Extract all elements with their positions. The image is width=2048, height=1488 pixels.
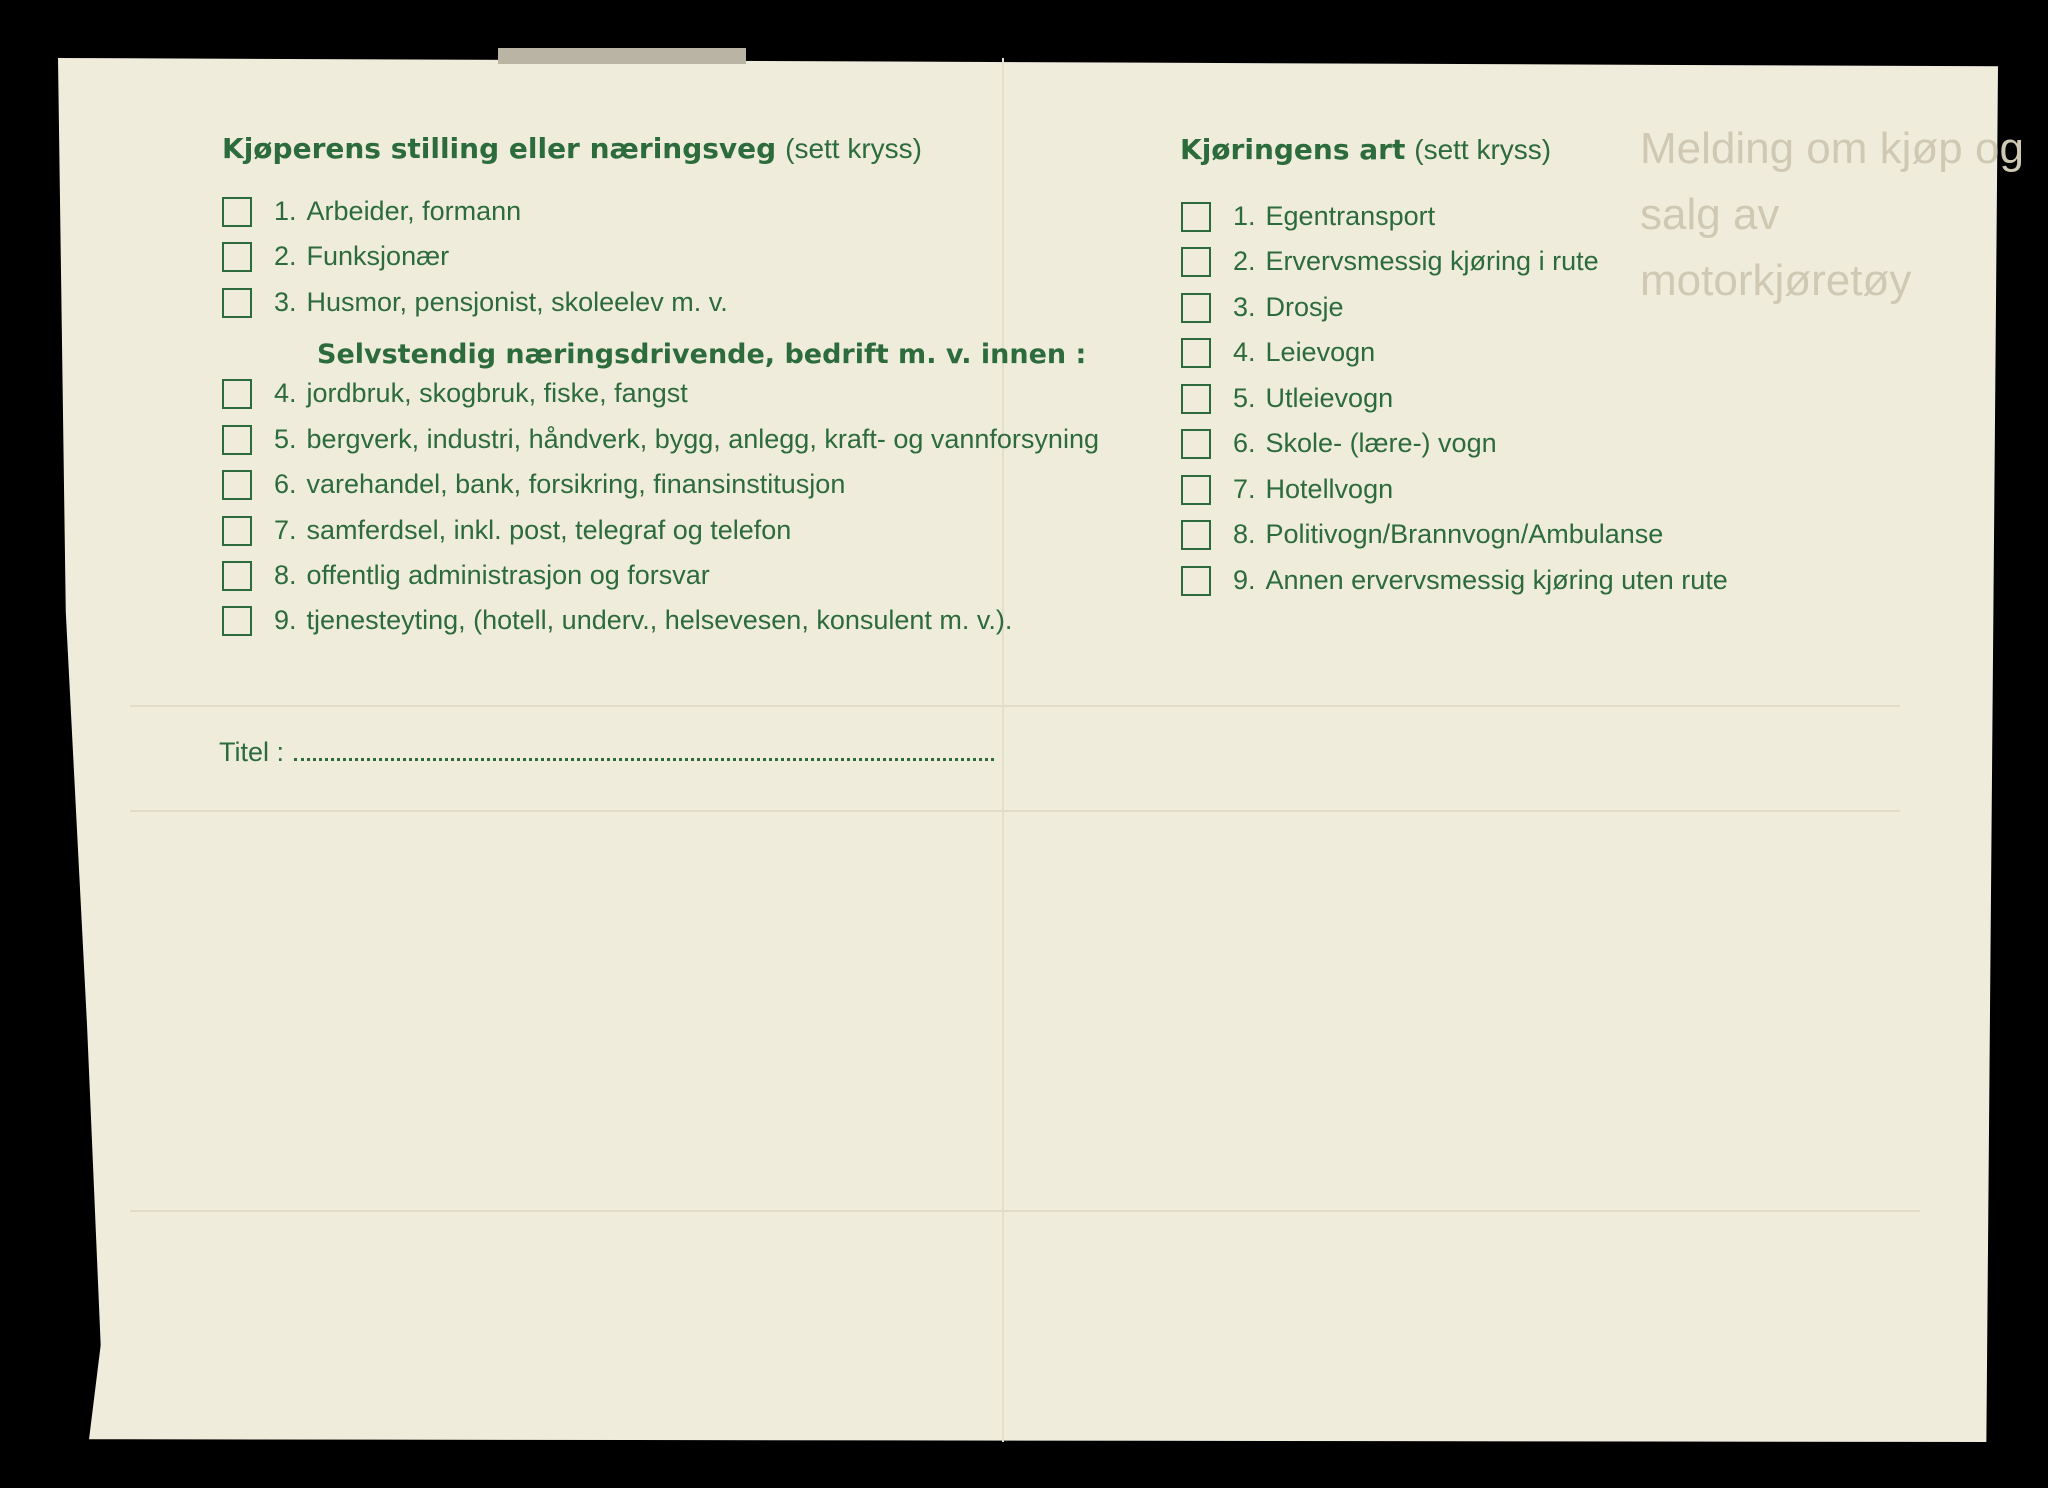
- show-through-rule: [130, 1210, 1920, 1212]
- tape-strip: [498, 48, 746, 64]
- option-label: varehandel, bank, forsikring, finansinstitusjon: [306, 469, 846, 499]
- option-label: Egentransport: [1265, 201, 1436, 231]
- checkbox[interactable]: [1181, 202, 1211, 232]
- checkbox[interactable]: [1181, 293, 1211, 323]
- option-number: 3.: [1233, 292, 1256, 322]
- driving-type-option[interactable]: [1181, 428, 1497, 459]
- option-number: 5.: [274, 424, 297, 454]
- checkbox[interactable]: [1181, 247, 1211, 277]
- option-label: tjenesteyting, (hotell, underv., helsevesen, konsulent m. v.).: [306, 605, 1013, 635]
- checkbox[interactable]: [222, 379, 252, 409]
- driving-type-option[interactable]: [1181, 474, 1393, 505]
- option-number: 6.: [1233, 428, 1256, 458]
- show-through-title-line-1: Melding om kjøp og salg av: [1640, 124, 2024, 239]
- checkbox[interactable]: [222, 425, 252, 455]
- title-field-dotted-line[interactable]: [294, 748, 994, 761]
- option-label: Skole- (lære-) vogn: [1265, 428, 1497, 458]
- option-number: 8.: [1233, 519, 1256, 549]
- option-number: 7.: [1233, 474, 1256, 504]
- driving-type-option[interactable]: [1181, 201, 1435, 232]
- option-number: 4.: [1233, 337, 1256, 367]
- checkbox[interactable]: [1181, 520, 1211, 550]
- option-label: Hotellvogn: [1265, 474, 1394, 504]
- checkbox[interactable]: [222, 470, 252, 500]
- option-number: 7.: [274, 515, 297, 545]
- option-number: 4.: [274, 378, 297, 408]
- driving-type-heading-text: Kjøringens art: [1180, 133, 1406, 166]
- option-label: samferdsel, inkl. post, telegraf og telefon: [306, 515, 792, 545]
- checkbox[interactable]: [1181, 566, 1211, 596]
- driving-type-heading: [1180, 133, 1551, 166]
- option-number: 6.: [274, 469, 297, 499]
- option-number: 1.: [274, 196, 297, 226]
- checkbox[interactable]: [222, 288, 252, 318]
- option-number: 2.: [274, 241, 297, 271]
- driving-type-option[interactable]: [1181, 565, 1728, 596]
- option-label: offentlig administrasjon og forsvar: [306, 560, 710, 590]
- option-number: 1.: [1233, 201, 1256, 231]
- option-label: Arbeider, formann: [306, 196, 522, 226]
- option-number: 9.: [1233, 565, 1256, 595]
- option-label: Leievogn: [1265, 337, 1376, 367]
- option-label: Utleievogn: [1265, 383, 1394, 413]
- business-sector-option[interactable]: [222, 424, 1099, 455]
- checkbox[interactable]: [222, 242, 252, 272]
- option-label: Ervervsmessig kjøring i rute: [1265, 246, 1599, 276]
- option-label: Politivogn/Brannvogn/Ambulanse: [1265, 519, 1664, 549]
- driving-type-heading-note: (sett kryss): [1414, 134, 1552, 165]
- buyer-occupation-heading: [222, 132, 922, 165]
- option-number: 2.: [1233, 246, 1256, 276]
- option-number: 5.: [1233, 383, 1256, 413]
- option-label: Husmor, pensjonist, skoleelev m. v.: [306, 287, 728, 317]
- checkbox[interactable]: [1181, 429, 1211, 459]
- checkbox[interactable]: [222, 197, 252, 227]
- occupation-option[interactable]: [222, 241, 449, 272]
- option-number: 8.: [274, 560, 297, 590]
- checkbox[interactable]: [1181, 475, 1211, 505]
- show-through-title-line-2: motorkjøretøy: [1640, 256, 1912, 305]
- business-sector-option[interactable]: [222, 378, 688, 409]
- occupation-option[interactable]: [222, 196, 521, 227]
- driving-type-option[interactable]: [1181, 292, 1344, 323]
- show-through-title: [1640, 116, 2048, 314]
- business-sector-option[interactable]: [222, 515, 791, 546]
- driving-type-option[interactable]: [1181, 383, 1393, 414]
- buyer-occupation-heading-note: (sett kryss): [785, 133, 923, 164]
- option-number: 9.: [274, 605, 297, 635]
- business-sector-option[interactable]: [222, 560, 710, 591]
- title-field[interactable]: [219, 737, 994, 768]
- option-number: 3.: [274, 287, 297, 317]
- option-label: Funksjonær: [306, 241, 450, 271]
- checkbox[interactable]: [222, 516, 252, 546]
- checkbox[interactable]: [1181, 384, 1211, 414]
- option-label: bergverk, industri, håndverk, bygg, anlegg, kraft- og vannforsyning: [306, 424, 1099, 454]
- checkbox[interactable]: [222, 561, 252, 591]
- buyer-occupation-heading-text: Kjøperens stilling eller næringsveg: [222, 132, 777, 165]
- show-through-rule: [130, 810, 1900, 812]
- driving-type-option[interactable]: [1181, 337, 1375, 368]
- fold-crease: [1002, 58, 1004, 1442]
- checkbox[interactable]: [222, 606, 252, 636]
- option-label: Drosje: [1265, 292, 1344, 322]
- driving-type-option[interactable]: [1181, 246, 1599, 277]
- option-label: Annen ervervsmessig kjøring uten rute: [1265, 565, 1728, 595]
- option-label: jordbruk, skogbruk, fiske, fangst: [306, 378, 688, 408]
- driving-type-option[interactable]: [1181, 519, 1663, 550]
- show-through-rule: [130, 705, 1900, 707]
- business-sector-option[interactable]: [222, 605, 1012, 636]
- occupation-option[interactable]: [222, 287, 728, 318]
- self-employed-subheading: Selvstendig næringsdrivende, bedrift m. v. innen :: [317, 339, 1087, 370]
- business-sector-option[interactable]: [222, 469, 845, 500]
- checkbox[interactable]: [1181, 338, 1211, 368]
- title-field-label: Titel :: [219, 737, 285, 767]
